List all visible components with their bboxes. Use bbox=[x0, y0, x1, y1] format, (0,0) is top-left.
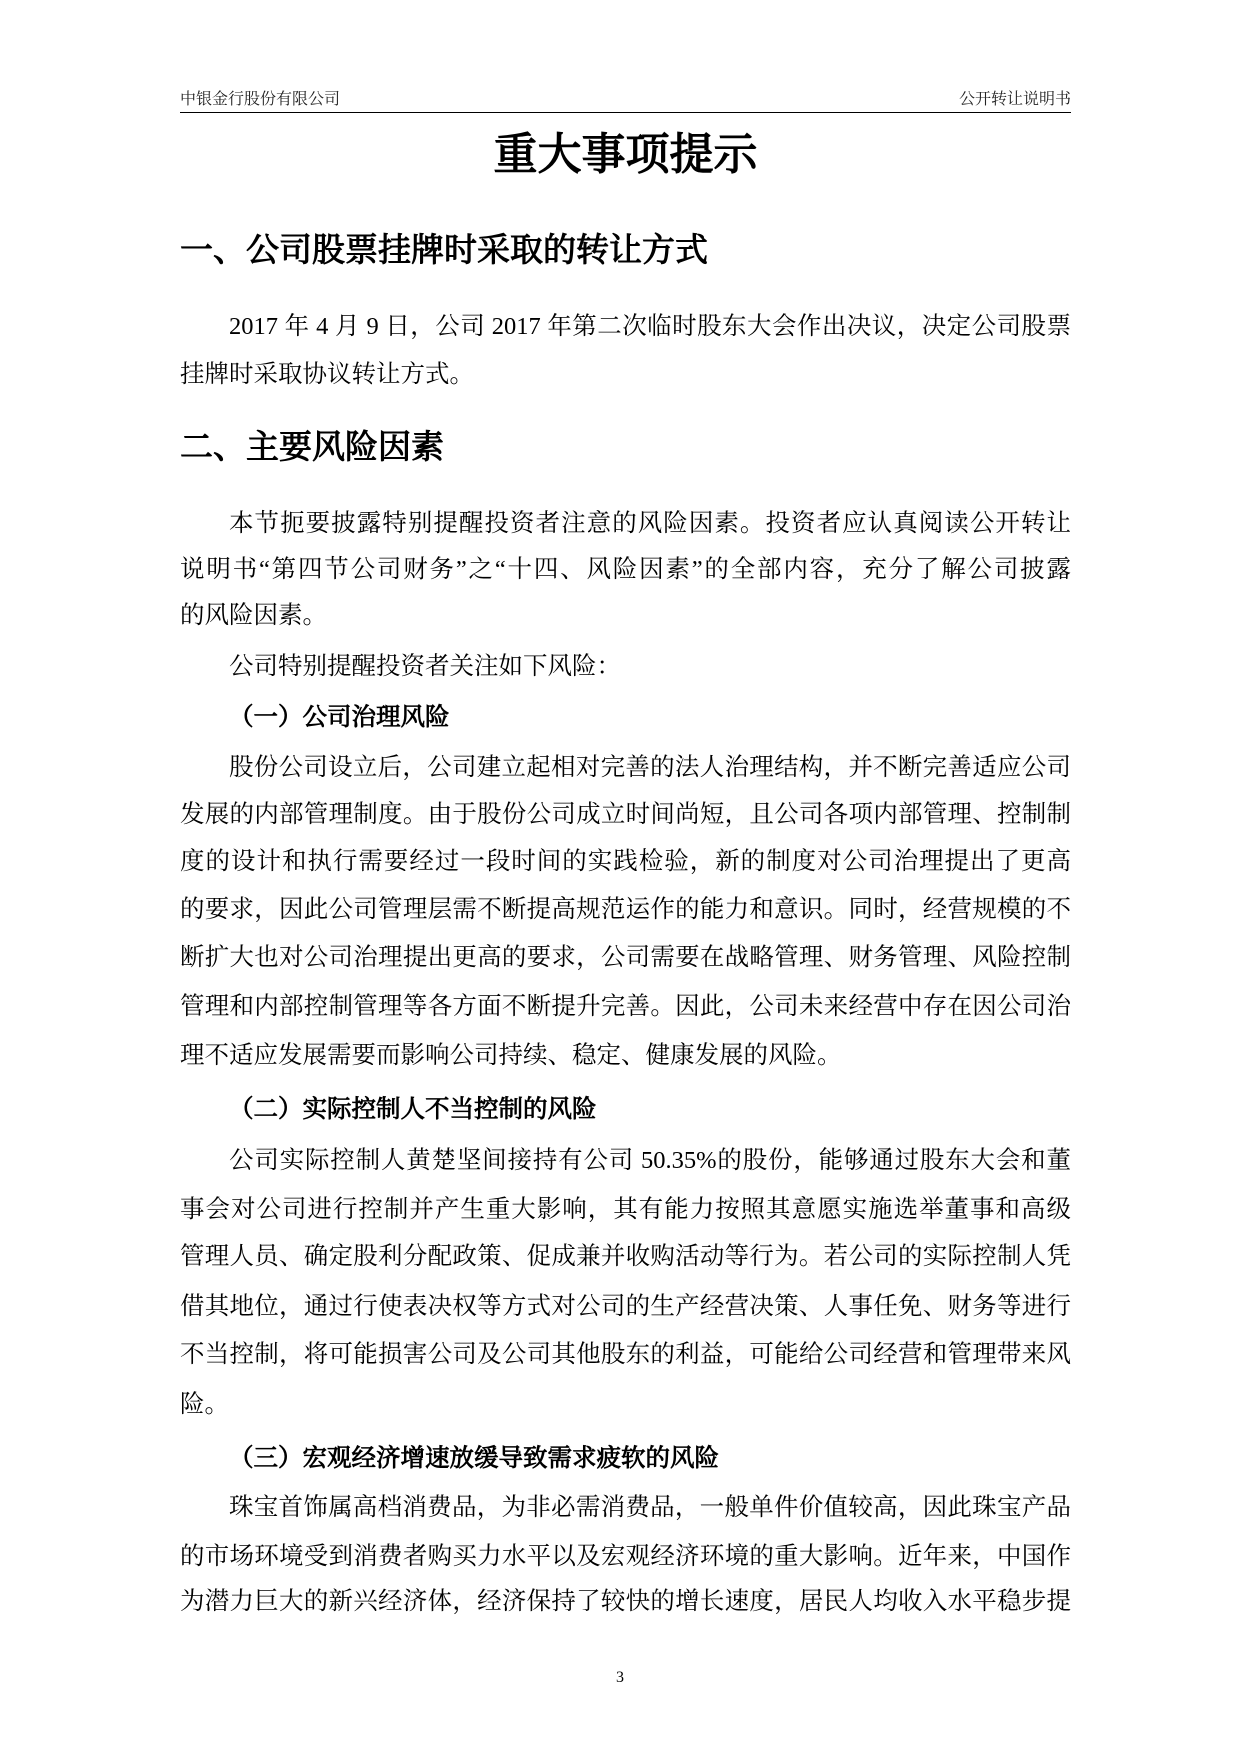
page-title: 重大事项提示 bbox=[493, 129, 758, 180]
paragraph-line: 发展的内部管理制度。由于股份公司成立时间尚短，且公司各项内部管理、控制制 bbox=[180, 801, 1071, 828]
paragraph-line: 的要求，因此公司管理层需不断提高规范运作的能力和意识。同时，经营规模的不 bbox=[180, 896, 1071, 923]
paragraph-line: 事会对公司进行控制并产生重大影响，其有能力按照其意愿实施选举董事和高级 bbox=[180, 1196, 1071, 1223]
paragraph-line: 理不适应发展需要而影响公司持续、稳定、健康发展的风险。 bbox=[180, 1042, 842, 1069]
paragraph-line: 为潜力巨大的新兴经济体，经济保持了较快的增长速度，居民人均收入水平稳步提 bbox=[180, 1588, 1071, 1615]
paragraph-line: 的风险因素。 bbox=[180, 602, 327, 629]
paragraph-line: 不当控制，将可能损害公司及公司其他股东的利益，可能给公司经营和管理带来风 bbox=[180, 1341, 1071, 1368]
paragraph-line: 公司特别提醒投资者关注如下风险： bbox=[229, 653, 621, 680]
section-heading-1: 一、公司股票挂牌时采取的转让方式 bbox=[180, 230, 708, 269]
paragraph-line: 借其地位，通过行使表决权等方式对公司的生产经营决策、人事任免、财务等进行 bbox=[180, 1293, 1071, 1320]
paragraph-line: 管理和内部控制管理等各方面不断提升完善。因此，公司未来经营中存在因公司治 bbox=[180, 993, 1071, 1020]
paragraph-line: 断扩大也对公司治理提出更高的要求，公司需要在战略管理、财务管理、风险控制 bbox=[180, 944, 1071, 971]
paragraph-line: 珠宝首饰属高档消费品，为非必需消费品，一般单件价值较高，因此珠宝产品 bbox=[229, 1494, 1071, 1521]
paragraph-line: 说明书“第四节公司财务”之“十四、风险因素”的全部内容，充分了解公司披露 bbox=[180, 556, 1071, 583]
header-company: 中银金行股份有限公司 bbox=[180, 91, 341, 108]
paragraph-line: 挂牌时采取协议转让方式。 bbox=[180, 361, 474, 388]
header-divider bbox=[180, 112, 1071, 113]
paragraph-line: 本节扼要披露特别提醒投资者注意的风险因素。投资者应认真阅读公开转让 bbox=[229, 510, 1071, 537]
paragraph-line: 管理人员、确定股利分配政策、促成兼并收购活动等行为。若公司的实际控制人凭 bbox=[180, 1243, 1071, 1270]
paragraph-line: 股份公司设立后，公司建立起相对完善的法人治理结构，并不断完善适应公司 bbox=[229, 754, 1071, 781]
section-heading-2: 二、主要风险因素 bbox=[180, 427, 444, 466]
paragraph-line: 2017 年 4 月 9 日，公司 2017 年第二次临时股东大会作出决议，决定公司股票 bbox=[229, 313, 1071, 340]
risk-heading-3: （三）宏观经济增速放缓导致需求疲软的风险 bbox=[229, 1443, 719, 1472]
page-number: 3 bbox=[616, 1669, 624, 1686]
paragraph-line: 公司实际控制人黄楚坚间接持有公司 50.35%的股份，能够通过股东大会和董 bbox=[229, 1147, 1071, 1174]
paragraph-line: 的市场环境受到消费者购买力水平以及宏观经济环境的重大影响。近年来，中国作 bbox=[180, 1543, 1071, 1570]
risk-heading-1: （一）公司治理风险 bbox=[229, 702, 450, 731]
risk-heading-2: （二）实际控制人不当控制的风险 bbox=[229, 1094, 597, 1123]
header-doc-type: 公开转让说明书 bbox=[958, 91, 1071, 108]
paragraph-line: 度的设计和执行需要经过一段时间的实践检验，新的制度对公司治理提出了更高 bbox=[180, 848, 1071, 875]
paragraph-line: 险。 bbox=[180, 1391, 229, 1418]
